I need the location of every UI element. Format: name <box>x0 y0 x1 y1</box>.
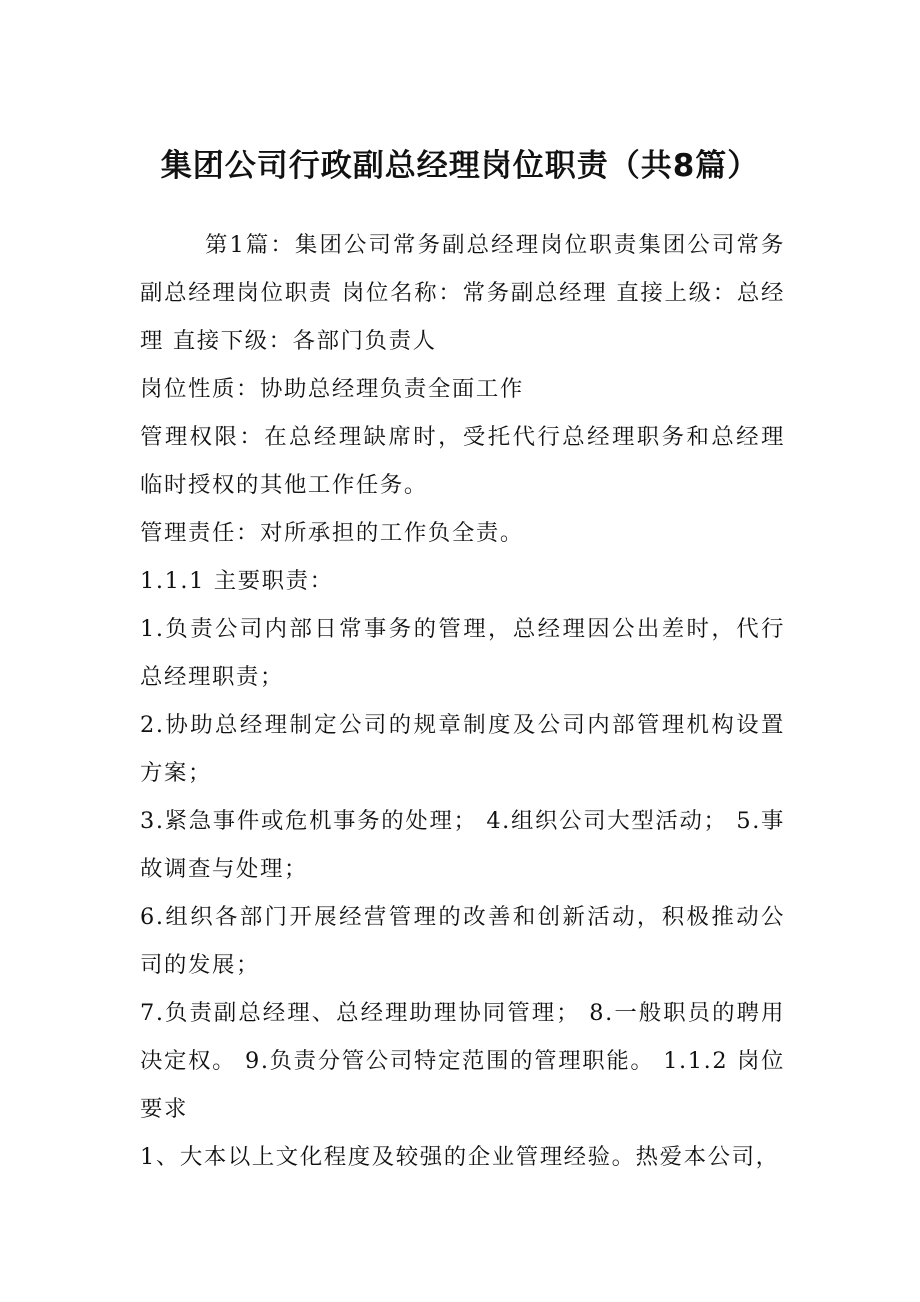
list-item-duty-1: 1.负责公司内部日常事务的管理，总经理因公出差时，代行总经理职责； <box>140 616 785 690</box>
document-title: 集团公司行政副总经理岗位职责（共8篇） <box>160 148 760 184</box>
list-item-duty-2: 2.协助总经理制定公司的规章制度及公司内部管理机构设置方案； <box>140 712 785 786</box>
paragraph-position-nature: 岗位性质：协助总经理负责全面工作 <box>140 376 524 402</box>
paragraph-management-authority: 管理权限：在总经理缺席时，受托代行总经理职务和总经理临时授权的其他工作任务。 <box>140 424 785 498</box>
list-item-duty-6: 6.组织各部门开展经营管理的改善和创新活动，积极推动公司的发展； <box>140 904 785 978</box>
list-item-duty-3-5: 3.紧急事件或危机事务的处理； 4.组织公司大型活动； 5.事故调查与处理； <box>140 808 785 882</box>
paragraph-management-responsibility: 管理责任：对所承担的工作负全责。 <box>140 520 524 546</box>
paragraph-intro: 第1篇：集团公司常务副总经理岗位职责集团公司常务副总经理岗位职责 岗位名称：常务副总经理 直接上级：总经理 直接下级：各部门负责人 <box>140 232 785 354</box>
list-item-duty-7-9: 7.负责副总经理、总经理助理协同管理； 8.一般职员的聘用决定权。 9.负责分管公司特定范围的管理职能。 1.1.2 岗位要求 <box>140 1000 785 1122</box>
section-heading-main-duties: 1.1.1 主要职责： <box>140 568 334 594</box>
document-body <box>140 221 785 1181</box>
list-item-requirement-1: 1、大本以上文化程度及较强的企业管理经验。热爱本公司， <box>140 1144 780 1170</box>
